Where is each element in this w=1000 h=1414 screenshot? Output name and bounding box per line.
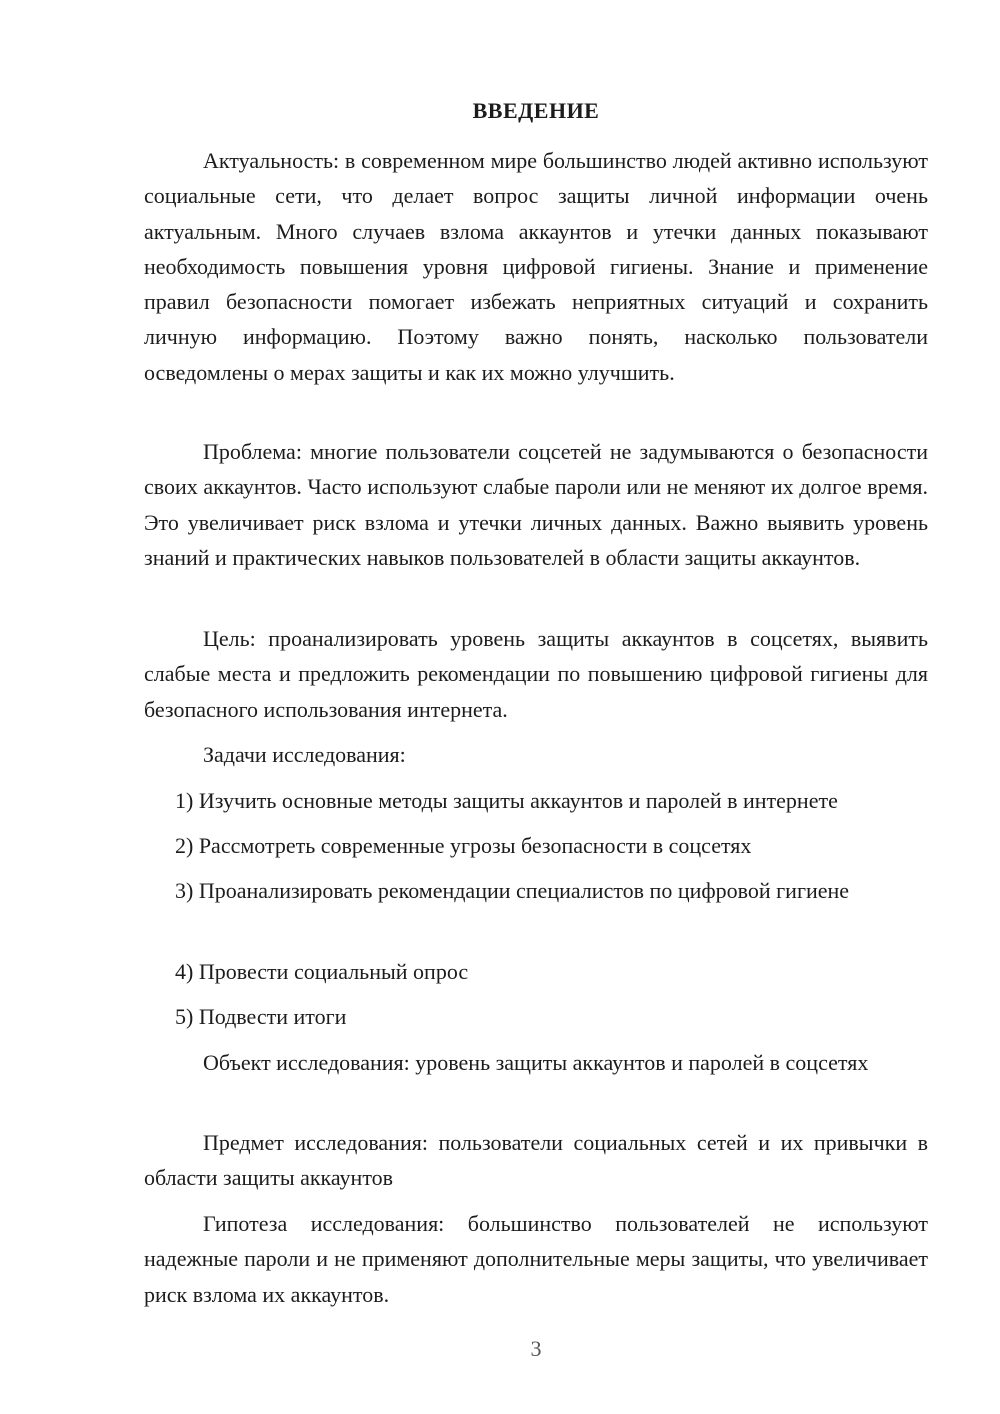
page-title: ВВЕДЕНИЕ — [472, 98, 600, 123]
task-item-5: 5) Подвести итоги — [175, 1004, 347, 1029]
task-item-4: 4) Провести социальный опрос — [175, 959, 469, 984]
page-number: 3 — [530, 1336, 542, 1361]
paragraph-relevance: Актуальность: в современном мире большинство людей активно используют социальные сети, что делает вопрос защиты личной информации очень актуальным. Много случаев взлома аккаунтов и утечки данных показывают необходимость повышения уровня цифровой гигиены. Знание и применение правил безопасности помогает избежать неприятных ситуаций и сохранить личную информацию. Поэтому важно понять, насколько пользователи осведомлены о мерах защиты и как их можно улучшить. — [144, 148, 928, 385]
paragraph-hypothesis: Гипотеза исследования: большинство пользователей не используют надежные пароли и не применяют дополнительные меры защиты, что увеличивает риск взлома их аккаунтов. — [144, 1211, 928, 1307]
task-item-2: 2) Рассмотреть современные угрозы безопасности в соцсетях — [175, 833, 752, 858]
task-item-3: 3) Проанализировать рекомендации специалистов по цифровой гигиене — [175, 878, 850, 903]
paragraph-object: Объект исследования: уровень защиты аккаунтов и паролей в соцсетях — [203, 1050, 869, 1075]
paragraph-subject: Предмет исследования: пользователи социальных сетей и их привычки в области защиты аккаунтов — [144, 1130, 928, 1191]
paragraph-problem: Проблема: многие пользователи соцсетей не задумываются о безопасности своих аккаунтов. Часто используют слабые пароли или не меняют их долгое время. Это увеличивает риск взлома и утечки личных данных. Важно выявить уровень знаний и практических навыков пользователей в области защиты аккаунтов. — [144, 439, 928, 570]
task-item-1: 1) Изучить основные методы защиты аккаунтов и паролей в интернете — [175, 788, 838, 813]
tasks-heading: Задачи исследования: — [203, 742, 406, 767]
paragraph-goal: Цель: проанализировать уровень защиты аккаунтов в соцсетях, выявить слабые места и предложить рекомендации по повышению цифровой гигиены для безопасного использования интернета. — [144, 626, 928, 722]
